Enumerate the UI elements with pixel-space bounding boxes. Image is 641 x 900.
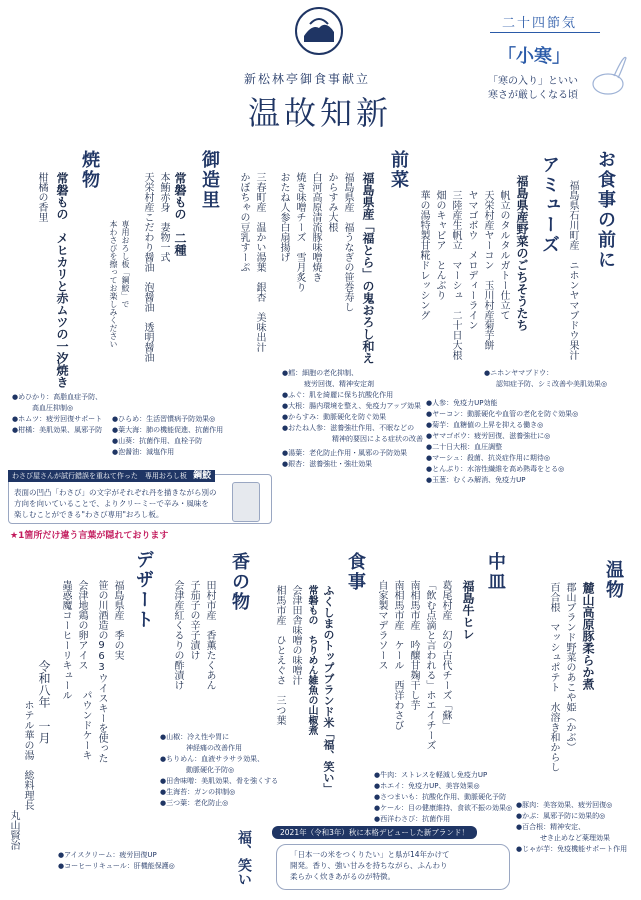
note-right-6: ●二十日大根：血圧調整	[426, 443, 503, 451]
note-brb-2: ●百合根：精神安定、	[516, 823, 586, 831]
season-label-underline	[490, 32, 600, 33]
item-chuzara-5: 自家製マデラソース	[376, 580, 387, 670]
heading-dessert: デザート	[133, 550, 154, 630]
item-konomono-1: 子茄子の辛子漬け	[188, 580, 199, 660]
item-amuse-5: 畑のキャビア とんぶり	[434, 190, 445, 300]
note-right-2: ●人参：免疫力UP効能	[426, 399, 498, 407]
item-shokuji-3: 相馬市産 ひとえぐさ 三つ葉	[274, 585, 285, 725]
item-amuse-1: 帆立のタルタルガトー仕立て	[498, 190, 509, 320]
season-panel	[480, 8, 630, 108]
item-chuzara-2: 「飲む点滴と言われる」ホエイチーズ	[424, 580, 435, 750]
note-center-8: ●銀杏：滋養強壮・強壮効果	[282, 460, 373, 468]
note-right-7: ●マーシュ：殺菌、抗炎症作用に期待◎	[426, 454, 550, 462]
note-brb-1: ●かぶ：風邪予防に効果的◎	[516, 812, 606, 820]
item-konomono-0: 田村市産 香薫たくあん	[204, 580, 215, 690]
item-shokuji-2: 会津田舎味噌の味噌汁	[290, 585, 301, 685]
note-right-4: ●菊芋：血糖値の上昇を抑える働き◎	[426, 421, 544, 429]
fukuwarai-desc-3: 柔らかく炊きあがるのが特徴。	[290, 872, 395, 881]
item-amuse-6: 華の湯特製甘糀ドレッシング	[418, 190, 429, 320]
note-bc-2: ●ちりめん：血液サラサラ効果、	[160, 755, 265, 763]
fukuwarai-logo-text: 福、笑い	[236, 830, 252, 886]
item-chuzara-1: 葛尾村産 幻の古代チーズ「蘇」	[440, 580, 451, 730]
item-zensai-0: 福島県産「福とら」の鬼おろし和え	[361, 172, 375, 364]
note-left-0: ●めひかり：高脂血症予防、	[12, 393, 103, 401]
note-center-6: 精神的要因による症状の改善	[332, 435, 423, 443]
note-bra-1: ●ホエイ：免疫力UP、美容効果◎	[374, 782, 480, 790]
fukuwarai-banner-text: 2021年（令和3年）秋に本格デビューした新ブランド！	[280, 828, 469, 837]
note-left-4: ●ひらめ：生活習慣病予防効果◎	[112, 415, 216, 423]
note-bra-4: ●西洋わさび：抗菌作用	[374, 815, 451, 823]
heading-shokuji: 食事	[345, 552, 366, 592]
note-center-7: ●湯葉：老化防止作用・風邪の予防効果	[282, 449, 408, 457]
item-otsukuri-4: 本わさびを擦ってお楽しみください	[109, 220, 118, 348]
item-zensai-3: 白河高原清流豚味噌焼き	[310, 172, 321, 282]
note-right-3: ●ヤーコン：動脈硬化や血管の老化を防ぐ効果◎	[426, 410, 579, 418]
heading-konomono: 香の物	[229, 552, 250, 612]
item-onmono-1: 郡山ブランド野菜のあこや姫（かぶ）	[564, 582, 575, 752]
item-otsukuri-0: 常磐もの 二種	[173, 172, 187, 256]
heading-otsukuri: 御造里	[199, 150, 220, 210]
item-otsukuri-2: 天栄村産こだわり醤油 泡醤油 透明醤油	[142, 172, 153, 362]
fukuwarai-banner	[272, 826, 477, 839]
item-konomono-2: 会津産紅くるりの酢漬け	[172, 580, 183, 690]
season-desc-2: 寒さが厳しくなる頃	[488, 90, 578, 101]
note-bc-6: ●三つ葉：老化防止◎	[160, 799, 229, 807]
signature-date: 令和八年 一月	[37, 660, 51, 744]
item-onmono-2: 百合根 マッシュポテト 水溶き和からし	[548, 582, 559, 772]
note-bl-1: ●コーヒーリキュール：肝機能保護◎	[58, 862, 175, 870]
heading-zensai: 前菜	[388, 150, 409, 190]
note-left-5: ●葉大海：肺の機能促進、抗菌作用	[112, 426, 224, 434]
note-brb-3: せき止めなど薬理効果	[540, 834, 610, 842]
item-zensai-1: 福島県産 福うなぎの笹巻寿し	[342, 172, 353, 312]
fukuwarai-desc-1: 「日本一の米をつくりたい」と県が14年かけて	[290, 850, 450, 859]
item-shokuzen-0: 福島県石川町産 ニホンヤマブドウ果汁	[567, 180, 578, 360]
note-left-1: 高血圧抑制◎	[32, 404, 74, 412]
samegawa-tag	[8, 470, 215, 482]
item-otsukuri-1: 本鮪赤身 妻物一式	[158, 172, 169, 262]
note-center-2: ●ふぐ：肌を綺麗に保ち抗酸化作用	[282, 391, 394, 399]
samegawa-name: 鋼鮫	[193, 471, 212, 481]
note-bra-3: ●ケール：目の健康維持、食欲不振の効果◎	[374, 804, 513, 812]
note-bc-0: ●山椒：冷え性や胃に	[160, 733, 230, 741]
heading-shokuzen: お食事の前に	[595, 150, 616, 270]
item-yakimono-0: 常磐もの メヒカリと赤ムツの一汐焼き	[55, 172, 69, 388]
item-yakimono-1: 柑橘の香里	[36, 172, 47, 222]
item-amuse-4: 三陸産生帆立 マーシュ 二十日大根	[450, 190, 461, 360]
note-bl-0: ●アイスクリーム：疲労回復UP	[58, 851, 157, 859]
note-brb-0: ●豚肉：美容効果、疲労回復◎	[516, 801, 613, 809]
note-bra-2: ●さつまいも：抗酸化作用、動脈硬化予防	[374, 793, 507, 801]
item-otsukuri-5: 三春町産 温かい湯葉 銀杏 美味出汁	[254, 172, 265, 352]
item-zensai-4: 焼き味噌チーズ 雪月炙り	[294, 172, 305, 292]
item-dessert-2: パウンドケーキ	[80, 690, 91, 760]
page-title: 温故知新	[248, 94, 393, 132]
item-zensai-2: からすみ大根	[326, 172, 337, 232]
item-shokuji-1: 常磐もの ちりめん雑魚の山椒煮	[306, 585, 317, 735]
signature-hotel: ホテル華の湯 総料理長	[22, 700, 33, 810]
note-center-4: ●からすみ：動脈硬化を防ぐ効果	[282, 413, 387, 421]
item-dessert-3: 会津地鶏の卵アイス	[76, 580, 87, 670]
rabbit-icon	[590, 48, 630, 102]
samegawa-tag-text: わさび屋さんが試行錯誤を重ねて作った 専用おろし板	[12, 472, 187, 480]
fukuwarai-desc-2: 開発。香り、強い甘みを持ちながら、ふんわり	[290, 861, 448, 870]
item-zensai-5: おたね人参白扇揚げ	[278, 172, 289, 262]
note-right-9: ●玉葱：むくみ解消、免疫力UP	[426, 476, 526, 484]
crest-logo	[294, 6, 344, 56]
signature-chef: 丸山賢治	[8, 810, 19, 850]
season-desc-1: 「寒の入り」といい	[488, 76, 578, 87]
item-amuse-2: 天栄村産ヤーコン 玉川村産菊芋餅	[482, 190, 493, 350]
samegawa-desc-1: 表面の凹凸「わさび」の文字がそれぞれ丹を描きながら別の	[14, 488, 217, 497]
item-amuse-3: ヤマゴボウ メロディーライン	[466, 190, 477, 330]
item-dessert-1: 笹の川酒造の963ウイスキーを使った	[96, 580, 107, 763]
hidden-word-notice: ★1箇所だけ違う言葉が隠れております	[10, 531, 169, 541]
item-otsukuri-3: 専用おろし板「鋼鮫」で	[121, 220, 130, 308]
note-bc-3: 動脈硬化予防◎	[186, 766, 235, 774]
samegawa-desc-3: 楽しむことができる"わさび専用"おろし板。	[14, 510, 164, 519]
note-right-1: 認知症予防、シミ改善や美肌効果◎	[496, 380, 608, 388]
note-left-2: ●ホムツ：疲労回復サポート	[12, 415, 103, 423]
fukuwarai-logo	[234, 830, 274, 884]
note-brb-4: ●じゃが芋：免疫機能サポート作用	[516, 845, 628, 853]
note-center-5: ●おたね人参：滋養強壮作用、不眠などの	[282, 424, 415, 432]
item-dessert-0: 福島県産 季の実	[112, 580, 123, 660]
item-otsukuri-6: かぼちゃの豆乳すーぷ	[238, 172, 249, 272]
note-bra-0: ●牛肉：ストレスを軽減し免疫力UP	[374, 771, 488, 779]
item-onmono-0: 麓山高原豚柔らか煮	[581, 582, 595, 690]
note-left-3: ●柑橘：美肌効果、風邪予防	[12, 426, 103, 434]
note-right-8: ●とんぶり：水溶性繊維を高め熱毒をとる◎	[426, 465, 565, 473]
heading-chuzara: 中皿	[485, 552, 506, 592]
grater-icon	[232, 482, 260, 522]
note-right-5: ●ヤマゴボウ：疲労回復、滋養強壮に◎	[426, 432, 551, 440]
note-bc-4: ●田舎味噌：美肌効果、骨を強くする	[160, 777, 279, 785]
note-center-3: ●大根：腸内環境を整え、免疫力アップ効果	[282, 402, 422, 410]
item-amuse-0: 福島県産野菜のごちそうたち	[515, 175, 529, 331]
item-shokuji-0: ふくしまのトップブランド米「福、笑い」	[322, 585, 335, 794]
samegawa-desc-2: 方向を向いていることで、よりクリーミーで辛み・風味を	[14, 499, 209, 508]
note-right-0: ●ニホンヤマブドウ：	[484, 369, 554, 377]
note-center-0: ●鱈：細胞の老化抑制、	[282, 369, 359, 377]
item-chuzara-0: 福島牛ヒレ	[461, 580, 475, 640]
item-dessert-4: 蟲惑魔コーヒーリキュール	[60, 580, 71, 700]
item-chuzara-4: 南相馬市産 ケール 西洋わさび	[392, 580, 403, 730]
season-label: 二十四節気	[502, 16, 578, 31]
heading-amuse: アミューズ	[539, 155, 560, 255]
note-bc-5: ●生海苔：ガンの抑制◎	[160, 788, 236, 796]
note-left-6: ●山葵：抗菌作用、血栓予防	[112, 437, 203, 445]
season-name: 「小寒」	[498, 46, 570, 67]
note-bc-1: 神経痛の改善作用	[186, 744, 242, 752]
note-left-7: ●泡醤油：減塩作用	[112, 448, 175, 456]
heading-onmono: 温物	[603, 560, 624, 600]
page-subtitle: 新松林亭御食事献立	[244, 72, 371, 86]
heading-yakimono: 焼物	[79, 150, 100, 190]
note-center-1: 疲労回復、精神安定剤	[304, 380, 374, 388]
item-chuzara-3: 南相馬市産 吟醸甘麹干し芋	[408, 580, 419, 710]
